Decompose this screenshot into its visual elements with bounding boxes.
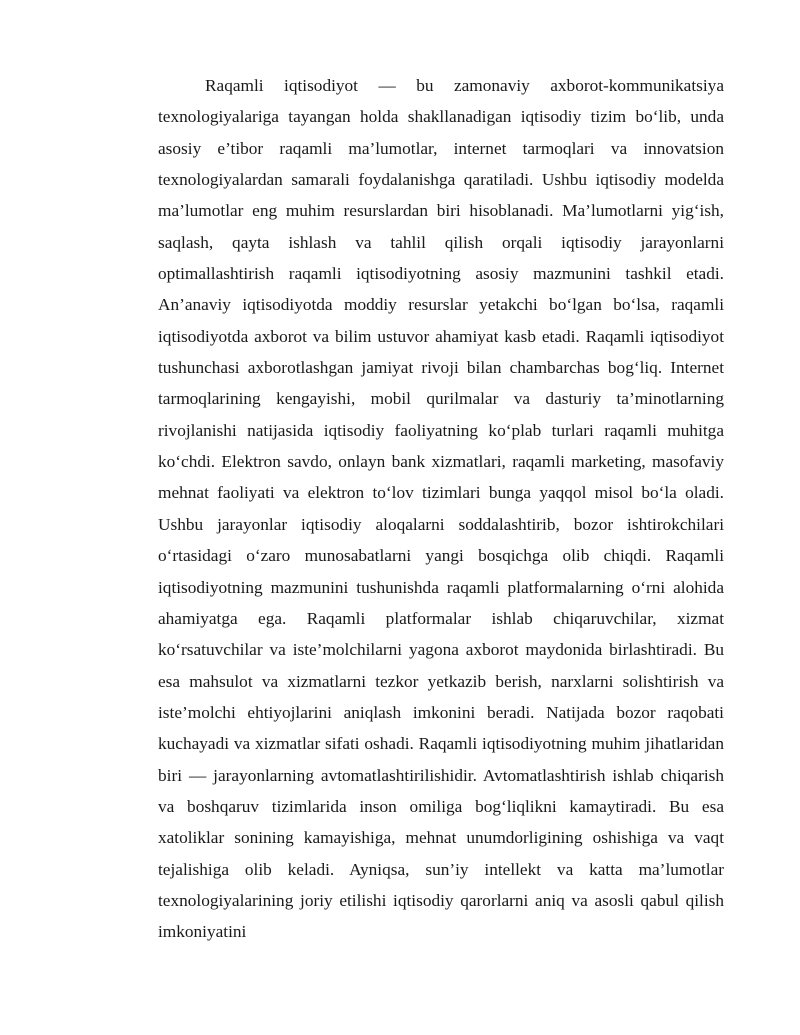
body-paragraph: Raqamli iqtisodiyot — bu zamonaviy axborot-kommunikatsiya texnologiyalariga tayangan holda shakllanadigan iqtisodiy tizim bo‘lib, unda asosiy e’tibor raqamli ma’lumotlar, internet tarmoqlari va innovatsion texnologiyalardan samarali foydalanishga qaratiladi. Ushbu iqtisodiy modelda ma’lumotlar eng muhim resurslardan biri hisoblanadi. Ma’lumotlarni yig‘ish, saqlash, qayta ishlash va tahlil qilish orqali iqtisodiy jarayonlarni optimallashtirish raqamli iqtisodiyotning asosiy mazmunini tashkil etadi. An’anaviy iqtisodiyotda moddiy resurslar yetakchi bo‘lgan bo‘lsa, raqamli iqtisodiyotda axborot va bilim ustuvor ahamiyat kasb etadi. Raqamli iqtisodiyot tushunchasi axborotlashgan jamiyat rivoji bilan chambarchas bog‘liq. Internet tarmoqlarining kengayishi, mobil qurilmalar va dasturiy ta’minotlarning rivojlanishi natijasida iqtisodiy faoliyatning ko‘plab turlari raqamli muhitga ko‘chdi. Elektron savdo, onlayn bank xizmatlari, raqamli marketing, masofaviy mehnat faoliyati va elektron to‘lov tizimlari bunga yaqqol misol bo‘la oladi. Ushbu jarayonlar iqtisodiy aloqalarni soddalashtirib, bozor ishtirokchilari o‘rtasidagi o‘zaro munosabatlarni yangi bosqichga olib chiqdi. Raqamli iqtisodiyotning mazmunini tushunishda raqamli platformalarning o‘rni alohida ahamiyatga ega. Raqamli platformalar ishlab chiqaruvchilar, xizmat ko‘rsatuvchilar va iste’molchilarni yagona axborot maydonida birlashtiradi. Bu esa mahsulot va xizmatlarni tezkor yetkazib berish, narxlarni solishtirish va iste’molchi ehtiyojlarini aniqlash imkonini beradi. Natijada bozor raqobati kuchayadi va xizmatlar sifati oshadi. Raqamli iqtisodiyotning muhim jihatlaridan biri — jarayonlarning avtomatlashtirilishidir. Avtomatlashtirish ishlab chiqarish va boshqaruv tizimlarida inson omiliga bog‘liqlikni kamaytiradi. Bu esa xatoliklar sonining kamayishiga, mehnat unumdorligining oshishiga va vaqt tejalishiga olib keladi. Ayniqsa, sun’iy intellekt va katta ma’lumotlar texnologiyalarining joriy etilishi iqtisodiy qarorlarni aniq va asosli qabul qilish imkoniyatini xyxy=(158,76,724,942)
